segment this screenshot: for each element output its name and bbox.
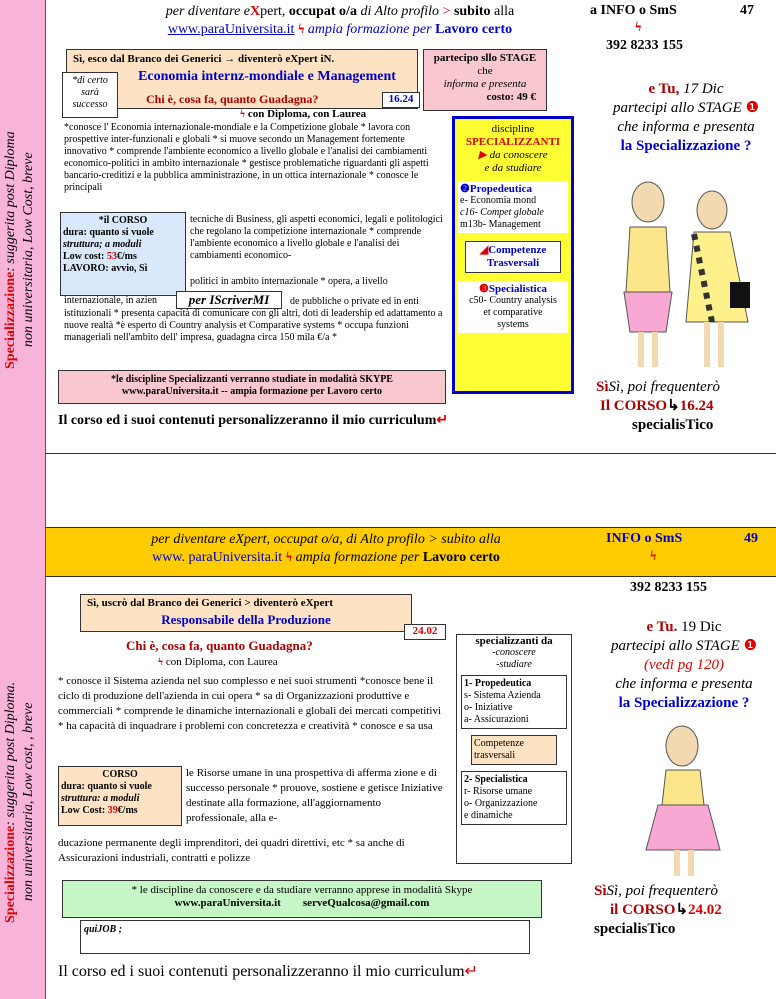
divider-1 <box>0 453 776 454</box>
escape2-line1: Sì, uscrò dal Branco dei Generici > diventerò eXpert <box>87 597 334 609</box>
job-box: quiJOB ; <box>80 920 530 954</box>
header-top <box>100 3 580 39</box>
escape-box-text: Sì, esco dal Branco dei Generici → diventerò eXpert iN. <box>73 53 335 65</box>
curriculum-2: Il corso ed i suoi contenuti personalizzeranno il mio curriculum↵ <box>58 963 478 980</box>
header2-line1: per diventare eXpert, occupat o/a, di Alto profilo > subito alla <box>151 532 501 547</box>
bolt-icon: ϟ <box>297 22 305 37</box>
disc-s1: c50- Country analysis <box>469 295 557 306</box>
page-number-47: 47 <box>740 3 754 18</box>
disciplines-box: discipline SPECIALIZZANTI ▶ da conoscere e da studiare ❷Propedeutica e- Economia mond c16- Compet globale m13b- Management ◢Competenze Trasversali ❸Specialistica c50- Country analysis et comparative systems <box>452 116 574 394</box>
escape-box-2 <box>80 594 412 632</box>
header-bottom: per diventare eXpert, occupat o/a, di Alto profilo > subito alla www. paraUniversita.it ϟ ampia formazione per Lavoro certo <box>96 531 556 567</box>
body-text-2-right: le Risorse umane in una prospettiva di afferma zione e di successo personale * prouove, sostiene e getisce Iniziative destinate alla formazione, all'aggiornamento professionale, alla e- <box>186 767 443 824</box>
disc-p2: c16- Compet globale <box>460 207 544 218</box>
disc2-p-title: 1- Propedeutica <box>464 678 532 689</box>
disc2-s-title: 2- Specialistica <box>464 774 528 785</box>
stage-box-line3: informa e presenta <box>443 78 527 90</box>
with-diploma-2: ϟ con Diploma, con Laurea <box>158 656 278 668</box>
field-title: Economia internz-mondiale e Management <box>138 69 396 84</box>
body-text-right2: politici in ambito internazionale * opera, a livello <box>190 276 388 287</box>
side-strip-top <box>0 0 46 453</box>
disc-t3: da conoscere <box>489 149 548 161</box>
side-strip-top-text <box>2 60 42 440</box>
course-box-t2: dura: quanto si vuole <box>63 227 154 238</box>
course-box-t5: LAVORO: avvio, Sì <box>63 263 148 274</box>
phone-top: 392 8233 155 <box>606 38 683 53</box>
course-box-t3: struttura; a moduli <box>63 239 142 250</box>
badge-16-24: 16.24 <box>382 92 420 108</box>
header-line1: per diventare eXpert, occupat o/a di Alto profilo > subito alla <box>165 4 515 19</box>
right-l4: la Specializzazione ? <box>620 138 752 154</box>
strip-rest: : suggerita post Diploma <box>3 131 18 272</box>
disc2-p3: a- Assicurazioni <box>464 714 529 725</box>
stage-box-line1: partecipo sllo STAGE <box>433 52 537 64</box>
strip-bold: Specializzazione <box>3 271 18 369</box>
who-title-2: Chi è, cosa fa, quanto Guadagna? <box>126 638 313 653</box>
info-top: a INFO o SmS <box>590 3 677 18</box>
bolt-icon-info-2: ϟ <box>650 549 657 564</box>
side-strip-left-header <box>0 527 46 577</box>
side-strip-mid <box>0 453 46 527</box>
with-diploma: ϟ con Diploma, con Laurea <box>240 108 367 120</box>
stage-box-line2: che <box>477 65 493 77</box>
disc2-t1: specializzanti da <box>475 635 553 647</box>
header-link[interactable]: www.paraUniversita.it <box>167 22 295 37</box>
disc-t1: discipline <box>491 123 535 135</box>
body-tail-a: internazionale, in azien <box>64 295 158 306</box>
course2-t1: CORSO <box>102 769 138 780</box>
body-tail-b: de pubbliche o private ed in enti istituzionali * presenta capacità di comunicare con gli altri, doti di leadership ed adattamento a nuove realtà *è esperto di Country analysis et Comparative systems * occupa funzioni manageriali nell'ambito dell' impresa, guadagna circa 150 mila €/a * <box>64 296 443 343</box>
disc-p1: e- Economia mond <box>460 195 537 206</box>
skype-line1: *le discipline Specializzanti verranno studiate in modalità SKYPE <box>111 374 393 385</box>
women-illustration <box>608 172 768 382</box>
right-l3: che informa e presenta <box>617 119 755 135</box>
right2-l4: la Specializzazione ? <box>618 695 750 711</box>
bolt-icon-info: ϟ <box>635 20 642 35</box>
stage-box-cost: costo: 49 € <box>486 91 536 103</box>
course-box-t1: *il CORSO <box>98 215 148 226</box>
skype-line2: www.paraUniversita.it -- ampia formazione per Lavoro certo <box>121 386 383 397</box>
disc2-s3: e dinamiche <box>464 810 513 821</box>
course-box-2: CORSO dura: quanto si vuole struttura: a moduli Low Cost: 39€/ms <box>58 766 182 826</box>
disc2-t2: -conoscere <box>492 647 536 658</box>
disciplines-box-2 <box>456 634 572 864</box>
who-title: Chi è, cosa fa, quanto Guadagna? <box>146 92 319 106</box>
disc-p3: m13b- Management <box>460 219 541 230</box>
page-number-49: 49 <box>744 531 758 546</box>
course2-t2: dura: quanto si vuole <box>61 781 152 792</box>
phone-bottom: 392 8233 155 <box>630 580 707 595</box>
competenze-box: ◢Competenze Trasversali <box>465 241 561 273</box>
right-spec-1: specialisTico <box>632 417 714 433</box>
stage-box <box>423 49 547 111</box>
disc2-p1: s- Sistema Azienda <box>464 690 541 701</box>
info-bottom: INFO o SmS <box>606 531 683 546</box>
header-line2: www.paraUniversita.it ϟ ampia formazione per Lavoro certo <box>167 22 513 37</box>
disc-s2: et comparative <box>483 307 543 318</box>
right-col-1: e Tu, 17 Dic partecipi allo STAGE ❶ che informa e presenta la Specializzazione ? <box>598 80 774 156</box>
right2-l3: che informa e presenta <box>615 676 753 692</box>
certain-box: *di certo sarà successo <box>62 72 118 118</box>
body-text-2: * conosce il Sistema azienda nel suo complesso e nei suoi strumenti *conosce bene il ciclo di produzione dell'azienda in cui opera * sa di Organizzazioni produttive e commerciali * comprende le dinamiche internazionali e globali dei mercati competitivi * ha capacità di inquadrare i problemi con concretezza e creatività * conosce e sa usa <box>58 675 442 732</box>
side-strip-bottom-text: Specializzazione: suggerita post Diploma. non universitaria, Low cost, , breve <box>3 681 36 923</box>
right-col-1-bottom: SìSì, poi frequenterò Il CORSO↳16.24 specialisTico <box>596 378 772 435</box>
woman-illustration <box>620 720 750 880</box>
right-col-2-bottom: SìSì, poi frequenterò il CORSO↳24.02 specialisTico <box>594 882 772 939</box>
curriculum-1: Il corso ed i suoi contenuti personalizzeranno il mio curriculum↵ <box>58 413 449 428</box>
disc-s3: systems <box>497 319 529 330</box>
right-spec-2: specialisTico <box>594 921 676 937</box>
disc2-s2: o- Organizzazione <box>464 798 538 809</box>
skype-box-2: * le discipline da conoscere e da studiare verranno apprese in modalità Skype www.paraUniversita.it serveQualcosa@gmail.com <box>62 880 542 918</box>
right-col-2: e Tu. 19 Dic partecipi allo STAGE ❶ (vedi pg 120) che informa e presenta la Specializzazione ? <box>596 618 772 713</box>
body-text-right: tecniche di Business, gli aspetti economici, legali e politologici che regolano la competizione internazionale * comprende l'ambiente economico a livello globale e l'analisi dei cambiamenti economico- <box>190 214 443 261</box>
disc2-s1: r- Risorse umane <box>464 786 533 797</box>
skype-box-1 <box>58 370 446 404</box>
disc-t2: SPECIALIZZANTI <box>465 136 561 148</box>
body-text-1: *conosce l' Economia internazionale-mondiale e la Competizione globale * lavora con prospettive inter-funzionali e globali * si muove secondo un Management fortemente innovativo * comprende l'ambiente economico a livello globale e l'analisi dei cambiamenti economico-politici in ambito internazionale * gestisce problematiche riguardanti gli aspetti bancario-creditizi e la pubblica amministrazione, in un ottica internazionale * conosce le principali <box>64 122 429 193</box>
disc-t4: e da studiare <box>484 162 542 174</box>
body-text-2-tail: ducazione permanente degli imprenditori, dei quadri direttivi, etc * sa anche di Assicurazioni industriali, contratti e polizze <box>58 837 405 864</box>
badge-24-02: 24.02 <box>404 624 446 640</box>
iscriver-button[interactable]: per IScriverMI <box>176 291 282 309</box>
disc2-p2: o- Iniziative <box>464 702 513 713</box>
course2-t3: struttura: a moduli <box>61 793 140 804</box>
skype2-line1: * le discipline da conoscere e da studiare verranno apprese in modalità Skype <box>131 884 473 896</box>
side-strip-bottom <box>0 577 46 999</box>
disc2-t3: -studiare <box>496 659 532 670</box>
right2-l2b: (vedi pg 120) <box>644 657 724 673</box>
course-box-1: *il CORSO dura: quanto si vuole struttura; a moduli Low cost: 53€/ms LAVORO: avvio, Sì <box>60 212 186 296</box>
disc2-comp: Competenze trasversali <box>471 735 557 765</box>
strip-line2: non universitaria, Low Cost, breve <box>21 152 36 348</box>
escape2-line2: Responsabile della Produzione <box>161 612 331 627</box>
header2-link[interactable]: www. paraUniversita.it <box>152 550 283 565</box>
